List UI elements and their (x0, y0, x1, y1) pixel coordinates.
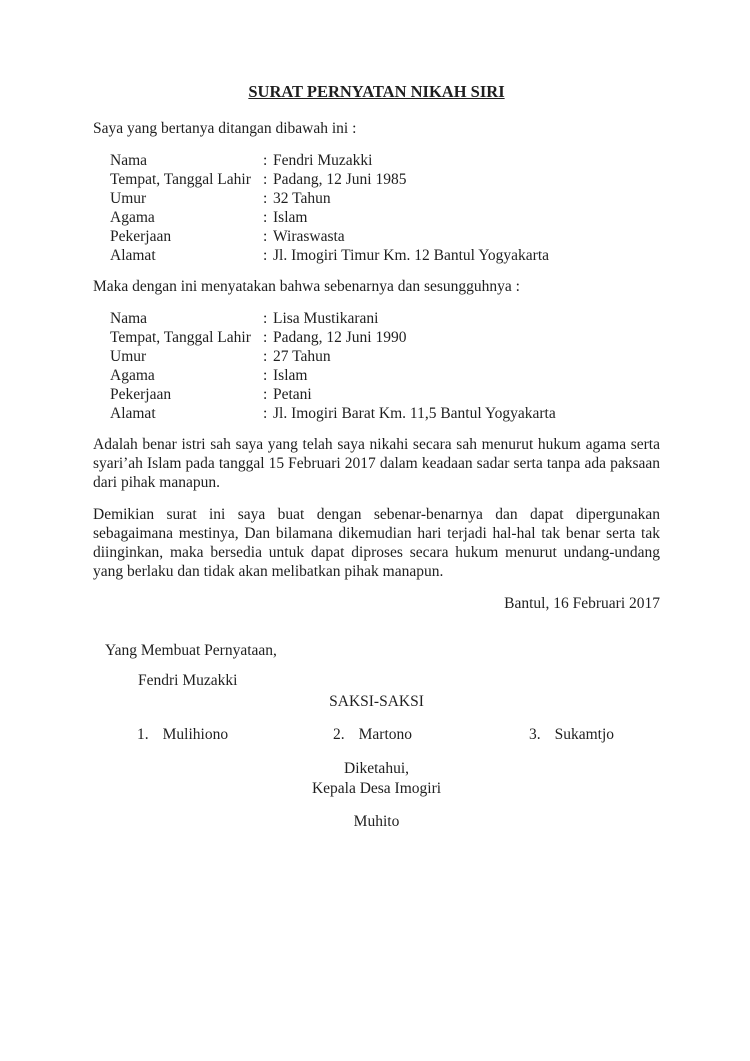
field-row-pekerjaan-2 (110, 385, 660, 404)
field-colon: : (263, 209, 268, 226)
field-value: Padang, 12 Juni 1990 (273, 329, 407, 346)
acknowledgement-block (93, 759, 660, 799)
witness-name: Martono (358, 726, 413, 743)
field-row-agama-2 (110, 366, 660, 385)
field-colon: : (263, 152, 268, 169)
field-value: Jl. Imogiri Barat Km. 11,5 Bantul Yogyakarta (273, 405, 556, 422)
field-row-ttl-2 (110, 328, 660, 347)
field-colon: : (263, 367, 268, 384)
field-value: 32 Tahun (273, 190, 331, 207)
field-label: Agama (110, 209, 155, 226)
field-label: Tempat, Tanggal Lahir (110, 171, 251, 188)
witness-number: 3. (529, 726, 541, 743)
witnesses-heading: SAKSI-SAKSI (329, 693, 424, 710)
witness-3 (529, 725, 614, 744)
statement-intro-line: Maka dengan ini menyatakan bahwa sebenarnya dan sesungguhnya : (93, 278, 520, 295)
field-row-nama-2 (110, 309, 660, 328)
field-label: Alamat (110, 247, 156, 264)
witness-name: Sukamtjo (554, 726, 615, 743)
field-colon: : (263, 329, 268, 346)
field-row-ttl-1 (110, 170, 660, 189)
person2-field-block (93, 309, 660, 423)
field-row-alamat-1 (110, 246, 660, 265)
declarant-label: Yang Membuat Pernyataan, (105, 642, 277, 659)
witness-2 (333, 725, 529, 744)
field-label: Umur (110, 348, 147, 365)
field-row-alamat-2 (110, 404, 660, 423)
field-colon: : (263, 405, 268, 422)
witness-number: 2. (333, 726, 345, 743)
field-label: Nama (110, 310, 148, 327)
field-colon: : (263, 310, 268, 327)
witness-1 (137, 725, 333, 744)
field-label: Tempat, Tanggal Lahir (110, 329, 251, 346)
field-value: Fendri Muzakki (273, 152, 373, 169)
date-line: Bantul, 16 Februari 2017 (504, 595, 660, 612)
field-row-umur-1 (110, 189, 660, 208)
field-colon: : (263, 228, 268, 245)
field-value: Jl. Imogiri Timur Km. 12 Bantul Yogyakarta (273, 247, 550, 264)
field-row-umur-2 (110, 347, 660, 366)
field-row-agama-1 (110, 208, 660, 227)
field-label: Pekerjaan (110, 386, 172, 403)
intro-line: Saya yang bertanya ditangan dibawah ini : (93, 120, 357, 137)
declarant-name: Fendri Muzakki (138, 672, 238, 689)
acknowledged-label: Diketahui, (344, 760, 409, 777)
field-colon: : (263, 190, 268, 207)
field-colon: : (263, 247, 268, 264)
field-value: Wiraswasta (273, 228, 345, 245)
field-label: Pekerjaan (110, 228, 172, 245)
field-value: Islam (273, 367, 308, 384)
statement-paragraph-1: Adalah benar istri sah saya yang telah saya nikahi secara sah menurut hukum agama serta syari’ah Islam pada tanggal 15 Februari 2017 dalam keadaan sadar serta tanpa ada paksaan dari pihak manapun. (93, 436, 660, 491)
statement-paragraph-2: Demikian surat ini saya buat dengan sebenar-benarnya dan dapat dipergunakan sebagaimana mestinya, Dan bilamana dikemudian hari terjadi hal-hal tak benar serta tak diinginkan, maka bersedia untuk dapat diproses secara hukum menurut undang-undang yang berlaku dan tidak akan melibatkan pihak manapun. (93, 506, 660, 580)
acknowledged-name: Muhito (353, 813, 400, 830)
field-value: 27 Tahun (273, 348, 331, 365)
field-label: Umur (110, 190, 147, 207)
field-value: Padang, 12 Juni 1985 (273, 171, 407, 188)
field-value: Petani (273, 386, 312, 403)
field-colon: : (263, 348, 268, 365)
acknowledged-title: Kepala Desa Imogiri (311, 780, 442, 797)
field-label: Alamat (110, 405, 156, 422)
field-label: Nama (110, 152, 148, 169)
person1-field-block (93, 151, 660, 265)
field-colon: : (263, 171, 268, 188)
field-row-nama-1 (110, 151, 660, 170)
witness-name: Mulihiono (162, 726, 229, 743)
field-colon: : (263, 386, 268, 403)
field-label: Agama (110, 367, 155, 384)
witness-number: 1. (137, 726, 149, 743)
document-title (93, 82, 660, 101)
field-value: Islam (273, 209, 308, 226)
field-value: Lisa Mustikarani (273, 310, 379, 327)
field-row-pekerjaan-1 (110, 227, 660, 246)
witness-row (93, 725, 660, 744)
document-title-text: SURAT PERNYATAN NIKAH SIRI (248, 82, 505, 101)
